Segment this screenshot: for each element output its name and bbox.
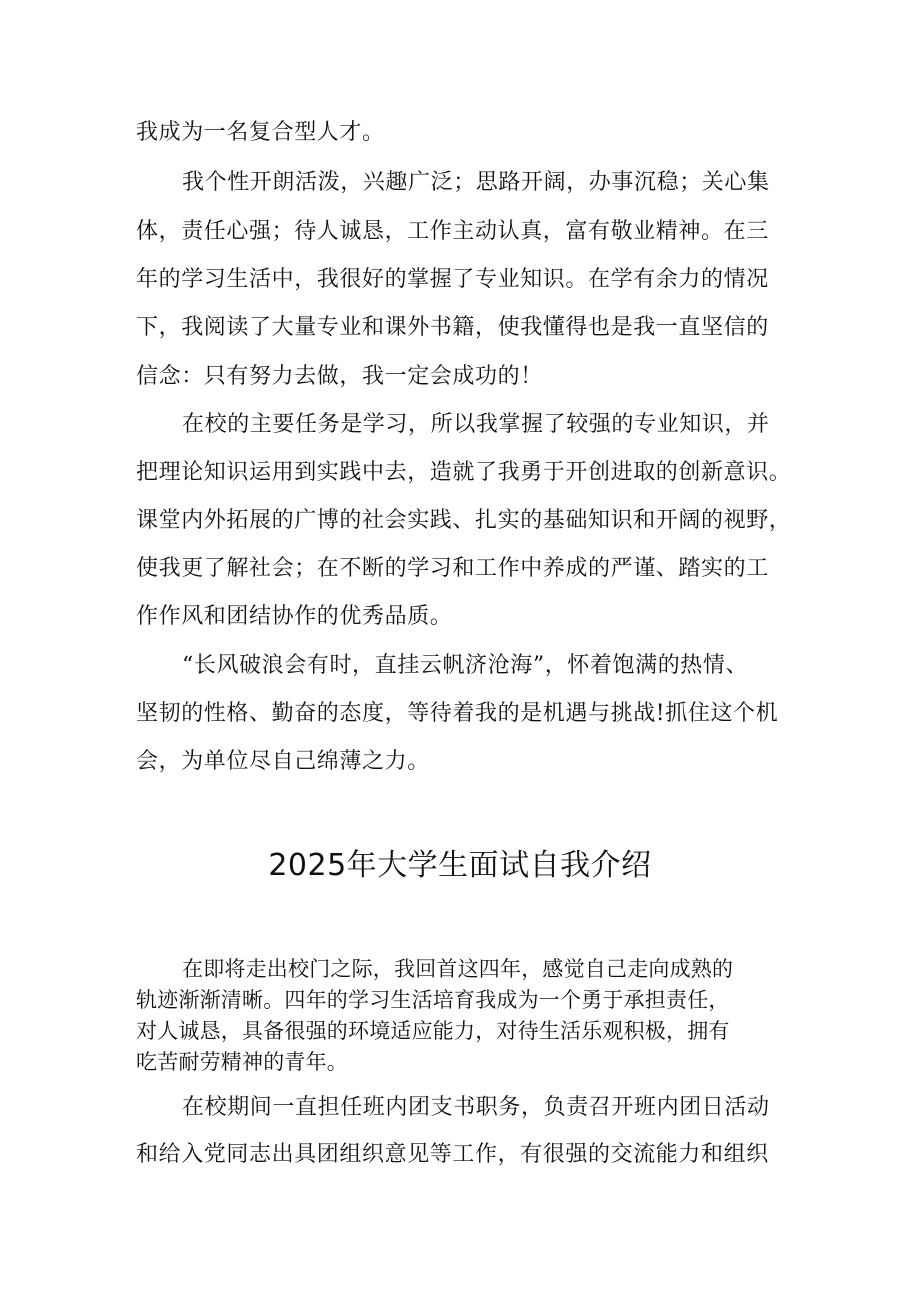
paragraph-line: 和给入党同志出具团组织意见等工作，有很强的交流能力和组织 [136, 1142, 769, 1167]
paragraph-line: 信念：只有努力去做，我一定会成功的！ [136, 364, 543, 389]
paragraph-line: 年的学习生活中，我很好的掌握了专业知识。在学有余力的情况 [136, 267, 769, 292]
paragraph-line: 在即将走出校门之际，我回首这四年，感觉自己走向成熟的 [182, 957, 734, 981]
paragraph-line: 体，责任心强；待人诚恳，工作主动认真，富有敬业精神。在三 [136, 219, 769, 244]
paragraph-line: 在校的主要任务是学习，所以我掌握了较强的专业知识，并 [182, 412, 770, 437]
paragraph-line: 课堂内外拓展的广博的社会实践、扎实的基础知识和开阔的视野， [136, 508, 792, 533]
paragraph-line: “长风破浪会有时，直挂云帆济沧海”，怀着饱满的热情、 [182, 653, 749, 678]
paragraph-line: 作作风和团结协作的优秀品质。 [136, 604, 453, 629]
paragraph-line: 把理论知识运用到实践中去，造就了我勇于开创进取的创新意识。 [136, 460, 792, 485]
paragraph-line: 在校期间一直担任班内团支书职务，负责召开班内团日活动 [182, 1095, 770, 1120]
paragraph-line: 我个性开朗活泼，兴趣广泛；思路开阔，办事沉稳；关心集 [182, 170, 770, 195]
paragraph-line: 对人诚恳，具备很强的环境适应能力，对待生活乐观积极，拥有 [136, 1019, 730, 1043]
paragraph-line: 吃苦耐劳精神的青年。 [136, 1050, 348, 1074]
paragraph-line: 下，我阅读了大量专业和课外书籍，使我懂得也是我一直坚信的 [136, 315, 769, 340]
section-title: 2025年大学生面试自我介绍 [268, 848, 652, 883]
paragraph-line: 使我更了解社会；在不断的学习和工作中养成的严谨、踏实的工 [136, 556, 769, 581]
paragraph-line: 我成为一名复合型人才。 [136, 120, 385, 145]
paragraph-line: 会，为单位尽自己绵薄之力。 [136, 749, 430, 774]
paragraph-line: 轨迹渐渐清晰。四年的学习生活培育我成为一个勇于承担责任， [136, 988, 730, 1012]
paragraph-line: 坚韧的性格、勤奋的态度，等待着我的是机遇与挑战!抓住这个机 [136, 701, 779, 726]
